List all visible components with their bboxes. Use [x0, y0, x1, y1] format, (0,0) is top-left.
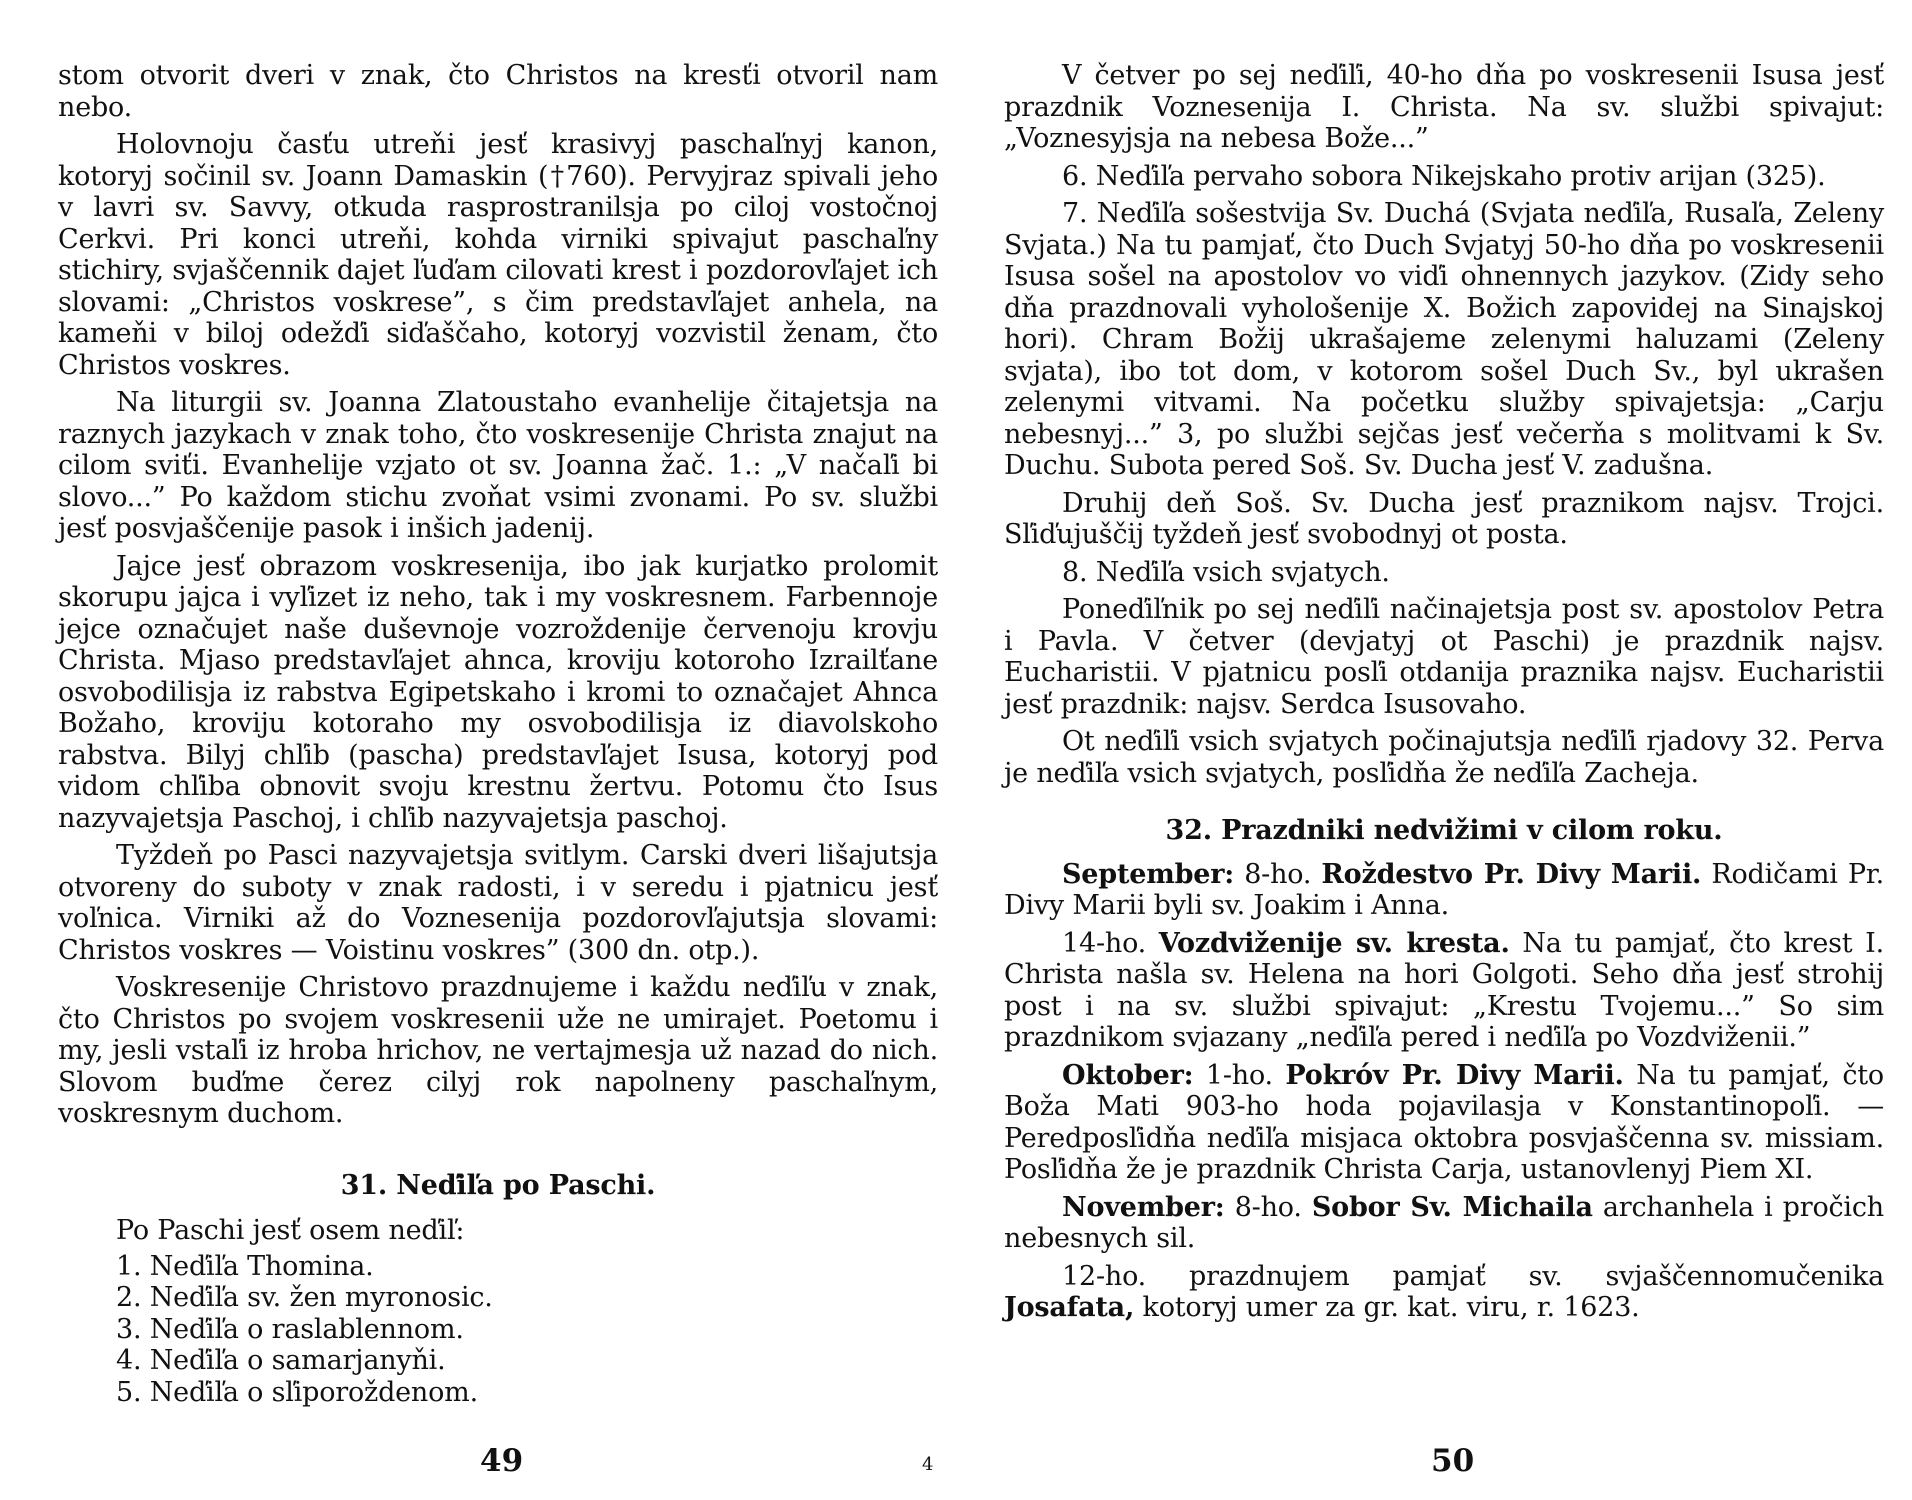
feast-text: archanhela i pročich nebesnych sil.: [1004, 1191, 1884, 1254]
list-item: 1. Neďiľa Thomina.: [116, 1250, 374, 1282]
feast-day: 1-ho.: [1193, 1059, 1286, 1091]
right-page-text: [1004, 60, 1884, 1324]
feast-september-nativity: [1004, 859, 1884, 922]
section-heading-32: 32. Prazdniki nedvižimi v cilom roku.: [1165, 815, 1723, 846]
feast-october-protection: [1004, 1060, 1884, 1186]
left-page-text: [58, 60, 938, 1408]
sundays-list: [116, 1251, 938, 1409]
feast-title: Pokróv Pr. Divy Marii.: [1285, 1059, 1624, 1091]
paragraph-ascension: V četver po sej neďiľi, 40-ho dňa po voskresenii Isusa jesť prazdnik Voznesenija I. Christa. Na sv. službi spivajut: „Voznesyjsja na nebesa Bože...”: [1004, 60, 1884, 154]
paragraph-sixth-sunday: 6. Neďiľa pervaho sobora Nikejskaho protiv arijan (325).: [1062, 160, 1826, 192]
feast-day: 14-ho.: [1062, 927, 1159, 959]
paragraph-liturgy-gospel: Na liturgii sv. Joanna Zlatoustaho evanhelije čitajetsja na raznych jazykach v znak toho, čto voskresenije Christa znajut na cilom sviťi. Evanhelije vzjato ot sv. Joanna žač. 1.: „V načaľi bi slovo...” Po každom stichu zvoňat vsimi zvonami. Po sv. službi jesť posvjaščenije pasok i inšich jadenij.: [58, 387, 938, 544]
feast-text: Na tu pamjať, čto Boža Mati 903-ho hoda pojavilasja v Konstantinopoľi. — Peredposľidňa neďiľa misjaca oktobra posvjaščenna sv. missiam. Posľidňa že je prazdnik Christa Carja, ustanovlenyj Piem XI.: [1004, 1059, 1884, 1185]
feast-day: 8-ho.: [1234, 858, 1322, 890]
right-page: [956, 0, 1912, 1500]
feast-title: Sobor Sv. Michaila: [1311, 1191, 1593, 1223]
signature-mark: 4: [922, 1454, 934, 1475]
paragraph-all-saints: 8. Neďiľa vsich svjatych.: [1062, 556, 1390, 588]
page-number-left: 49: [480, 1443, 524, 1479]
list-item: 4. Neďiľa o samarjanyňi.: [116, 1345, 446, 1376]
page-number-right: 50: [1431, 1443, 1475, 1479]
feast-text: Rodičami Pr. Divy Marii byli sv. Joakim i Anna.: [1004, 858, 1884, 921]
feast-title: Josafata,: [1004, 1292, 1135, 1323]
paragraph-easter-egg: Jajce jesť obrazom voskresenija, ibo jak kurjatko prolomit skorupu jajca i vyľizet iz neho, tak i my voskresnem. Farbennoje jejce označujet naše duševnoje vozroždenije červenoju krovju Christa. Mjaso predstavľajet ahnca, kroviju kotoroho Izrailťane osvobodilisja iz rabstva Egipetskaho i kromi to označajet Ahnca Božaho, kroviju kotoraho my osvobodilisja iz diavolskoho rabstva. Bilyj chľib (pascha) predstavľajet Isusa, kotoryj pod vidom chľiba obnovit svoju krestnu žertvu. Potomu čto Isus nazyvajetsja Paschoj, i chľib nazyvajetsja paschoj.: [58, 550, 938, 834]
section-heading-31: 31. Neďiľa po Paschi.: [340, 1169, 656, 1201]
feast-september-cross: [1004, 928, 1884, 1054]
paragraph-trinity: Druhij deň Soš. Sv. Ducha jesť praznikom najsv. Trojci. Sľiďujuščij tyždeň jesť svobodnyj ot posta.: [1004, 487, 1884, 550]
feast-title: Vozdviženije sv. kresta.: [1158, 927, 1510, 959]
feast-day: 8-ho.: [1224, 1191, 1312, 1223]
paragraph-ordinary-sundays: Ot neďiľi vsich svjatych počinajutsja neďiľi rjadovy 32. Perva je neďiľa vsich svjatych, posľidňa že neďiľa Zacheja.: [1004, 726, 1884, 789]
paragraph-easter-canon: Holovnoju časťu utreňi jesť krasivyj paschaľnyj kanon, kotoryj sočinil sv. Joann Damaskin (†760). Pervyjraz spivali jeho v lavri sv. Savvy, otkuda rasprostranilsja po ciloj vostočnoj Cerkvi. Pri konci utreňi, kohda virniki spivajut paschaľny stichiry, svjaščennik dajet ľuďam cilovati krest i pozdorovľajet ich slovami: „Christos voskrese”, s čim predstavľajet anhela, na kameňi v biloj odežďi siďaščaho, kotoryj vozvistil ženam, čto Christos voskres.: [58, 129, 938, 381]
paragraph-pentecost: 7. Neďiľa sošestvija Sv. Duchá (Svjata neďiľa, Rusaľa, Zeleny Svjata.) Na tu pamjať, čto Duch Svjatyj 50-ho dňa po voskresenii Isusa sošel na apostolov vo viďi ohnennych jazykov. (Zidy seho dňa prazdnovali vyhološenije X. Božich zapovidej na Sinajskoj hori). Chram Božij ukrašajeme zelenymi haluzami (Zeleny svjata), ibo tot dom, v kotorom sošel Duch Sv., byl ukrašen zelenymi vitvami. Na početku služby spivajetsja: „Carju nebesnyj...” 3, po službi sejčas jesť večerňa s molitvami k Sv. Duchu. Subota pered Soš. Sv. Ducha jesť V. zadušna.: [1004, 198, 1884, 481]
list-item: 3. Neďiľa o raslablennom.: [116, 1313, 464, 1345]
feast-day: 12-ho. prazdnujem pamjať sv. svjaščennomučenika: [1062, 1260, 1884, 1292]
paragraph-sunday-resurrection: Voskresenije Christovo prazdnujeme i každu neďiľu v znak, čto Christos po svojem voskresenii uže ne umirajet. Poetomu i my, jesli vstaľi iz hroba hrichov, ne vertajmesja už nazad do nich. Slovom buďme čerez cilyj rok napolneny paschaľnym, voskresnym duchom.: [58, 972, 938, 1129]
month-label: November:: [1062, 1191, 1225, 1223]
list-item: 5. Neďiľa o sľiporoždenom.: [116, 1376, 478, 1408]
feast-title: Roždestvo Pr. Divy Marii.: [1321, 858, 1702, 890]
paragraph-bright-week: Tyždeň po Pasci nazyvajetsja svitlym. Carski dveri lišajutsja otvoreny do suboty v znak radosti, i v seredu i pjatnicu jesť voľnica. Virniki až do Voznesenija pozdorovľajutsja slovami: Christos voskres — Voistinu voskres” (300 dn. otp.).: [58, 840, 938, 966]
month-label: September:: [1062, 858, 1235, 890]
feast-text: kotoryj umer za gr. kat. viru, r. 1623.: [1134, 1292, 1640, 1323]
sundays-intro: Po Paschi jesť osem neďiľ:: [116, 1215, 465, 1246]
continuation-paragraph: stom otvorit dveri v znak, čto Christos na kresťi otvoril nam nebo.: [58, 60, 938, 123]
feast-november-josaphat: [1004, 1261, 1884, 1324]
feast-text: Na tu pamjať, čto krest I. Christa našla sv. Helena na hori Golgoti. Seho dňa jesť strohij post i na sv. službi spivajut: „Krestu Tvojemu...” So sim prazdnikom svjazany „neďiľa pered i neďiľa po Vozdviženii.”: [1004, 927, 1885, 1053]
month-label: Oktober:: [1062, 1059, 1194, 1091]
feast-november-michael: [1004, 1192, 1884, 1255]
list-item: 2. Neďiľa sv. žen myronosic.: [116, 1282, 493, 1313]
paragraph-apostles-fast: Poneďiľnik po sej neďiľi načinajetsja post sv. apostolov Petra i Pavla. V četver (devjatyj ot Paschi) je prazdnik najsv. Eucharistii. V pjatnicu posľi otdanija praznika najsv. Eucharistii jesť prazdnik: najsv. Serdca Isusovaho.: [1004, 594, 1884, 720]
